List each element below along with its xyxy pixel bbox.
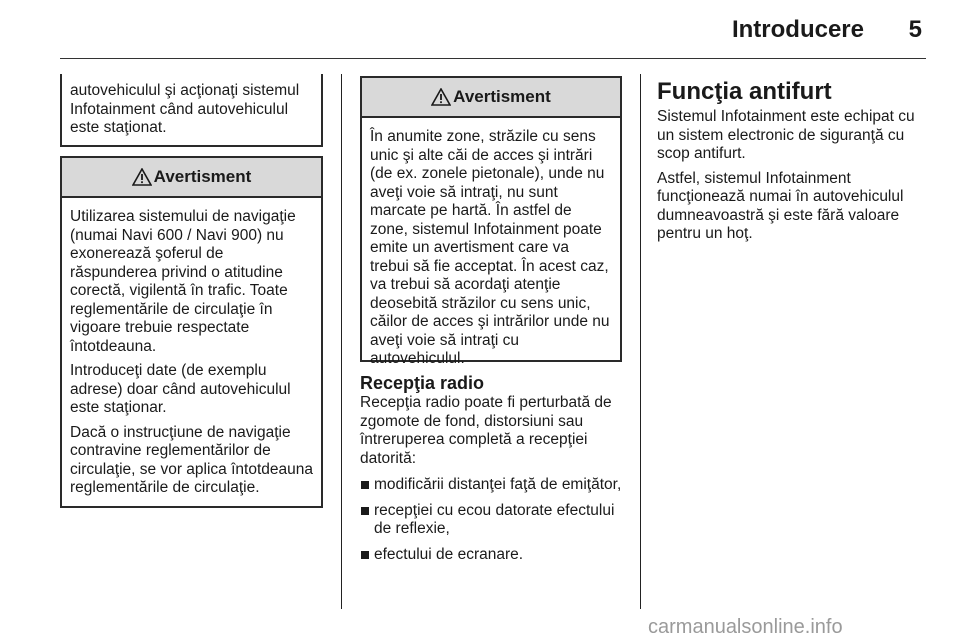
column-divider-right — [640, 74, 641, 609]
antitheft-section — [657, 78, 927, 250]
warning-triangle-icon — [431, 88, 451, 106]
watermark: carmanualsonline.info — [648, 616, 843, 638]
warning-paragraph: Introduceţi date (de exemplu adrese) doar când autovehiculul este staţionar. — [70, 362, 291, 416]
list-item: modificării distanţei faţă de emiţător, — [360, 476, 632, 495]
page-title: Introducere — [731, 16, 864, 43]
warning-box-header — [362, 78, 620, 118]
warning-box-title: Avertisment — [153, 167, 252, 186]
warning-paragraph: În anumite zone, străzile cu sens unic şi alte căi de acces şi intrări (de ex. zonele pietonale), unde nu aveţi voie să intraţi, nu sunt marcate pe hartă. În astfel de zone, sistemul Infotainment poate emite un avertisment care va trebui să fie acceptat. În acest caz, va trebui să acordaţi atenţie deosebită străzilor cu sens unic, căilor de acces şi intrărilor unde nu aveţi voie să intraţi cu autovehiculul. — [370, 128, 610, 367]
column-divider-left — [341, 74, 342, 609]
section-title-antitheft: Funcţia antifurt — [657, 78, 832, 105]
warning-paragraph: Dacă o instrucţiune de navigaţie contravine reglementărilor de circulaţie, se vor aplica întotdeauna reglementările de circulaţie. — [70, 423, 313, 496]
radio-reception-section — [360, 373, 632, 571]
bullet-square-icon — [361, 481, 369, 489]
list-item: recepţiei cu ecou datorate efectului de reflexie, — [360, 502, 632, 539]
header-rule — [60, 58, 926, 59]
section-title-radio: Recepţia radio — [360, 373, 485, 393]
radio-bullet-list — [360, 476, 632, 564]
warning-box-oneway — [360, 76, 622, 367]
warning-triangle-icon — [132, 168, 152, 186]
list-item: efectului de ecranare. — [360, 546, 632, 565]
bullet-square-icon — [361, 507, 369, 515]
page-number: 5 — [908, 16, 922, 43]
continuation-box — [60, 74, 323, 147]
antitheft-paragraph: Astfel, sistemul Infotainment funcţionează numai în autovehiculul dumneavoastră şi este fără valoare pentru un hoţ. — [657, 169, 904, 242]
warning-box-navigation — [60, 156, 323, 508]
continuation-text: autovehiculul şi acţionaţi sistemul Infotainment când autovehiculul este staţionat. — [70, 82, 300, 136]
antitheft-paragraph: Sistemul Infotainment este echipat cu un sistem electronic de siguranţă cu scop antifurt. — [657, 108, 915, 162]
warning-box-title: Avertisment — [453, 87, 551, 106]
warning-box-header — [62, 158, 321, 198]
page-header — [60, 14, 930, 54]
bullet-square-icon — [361, 551, 369, 559]
warning-paragraph: Utilizarea sistemului de navigaţie (numai Navi 600 / Navi 900) nu exonerează şoferul de răspunderea privind o atitudine corectă, vigilentă în trafic. Toate reglementările de circulaţie în vigoare trebuie respectate întotdeauna. — [70, 208, 296, 355]
radio-intro: Recepţia radio poate fi perturbată de zgomote de fond, distorsiuni sau întreruperea completă a recepţiei datorită: — [360, 394, 612, 467]
